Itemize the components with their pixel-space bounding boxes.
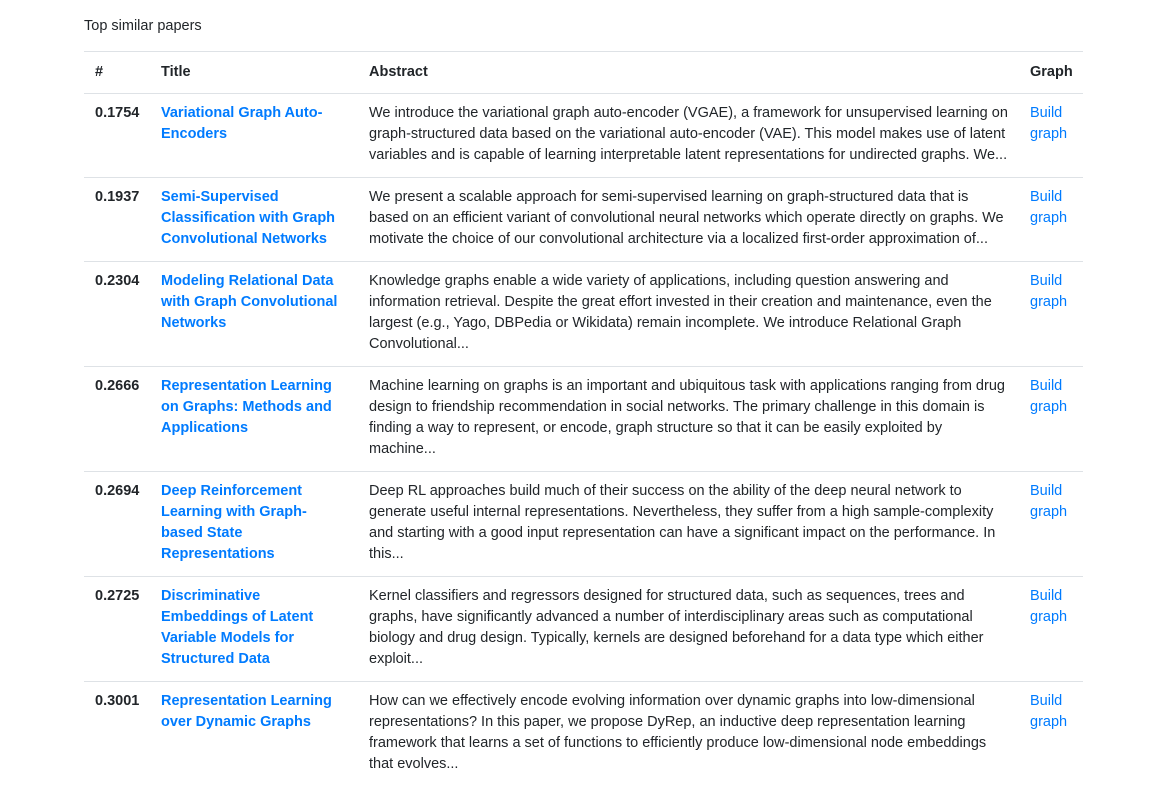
similar-papers-section: [84, 16, 1083, 786]
table-row: [84, 178, 1083, 262]
paper-title-link[interactable]: Discriminative Embeddings of Latent Variable Models for Structured Data: [161, 588, 313, 667]
header-title: Title: [150, 52, 358, 94]
paper-title-link[interactable]: Representation Learning over Dynamic Graphs: [161, 693, 332, 730]
similarity-score: 0.2304: [84, 262, 150, 367]
similarity-score: 0.2694: [84, 472, 150, 577]
paper-title-link[interactable]: Semi-Supervised Classification with Graph Convolutional Networks: [161, 189, 335, 247]
paper-abstract: Kernel classifiers and regressors designed for structured data, such as sequences, trees and graphs, have significantly advanced a number of interdisciplinary areas such as computational biology and drug design. Typically, kernels are designed beforehand for a data type which either exploit...: [358, 577, 1019, 682]
build-graph-link[interactable]: Build graph: [1030, 378, 1067, 415]
table-row: [84, 682, 1083, 786]
section-caption: Top similar papers: [84, 16, 1083, 51]
paper-abstract: Machine learning on graphs is an important and ubiquitous task with applications ranging from drug design to friendship recommendation in social networks. The primary challenge in this domain is finding a way to represent, or encode, graph structure so that it can be easily exploited by machine...: [358, 367, 1019, 472]
paper-abstract: We present a scalable approach for semi-supervised learning on graph-structured data that is based on an efficient variant of convolutional neural networks which operate directly on graphs. We motivate the choice of our convolutional architecture via a localized first-order approximation of...: [358, 178, 1019, 262]
paper-title-link[interactable]: Variational Graph Auto-Encoders: [161, 105, 322, 142]
similarity-score: 0.1754: [84, 94, 150, 178]
paper-abstract: We introduce the variational graph auto-encoder (VGAE), a framework for unsupervised learning on graph-structured data based on the variational auto-encoder (VAE). This model makes use of latent variables and is capable of learning interpretable latent representations for undirected graphs. We...: [358, 94, 1019, 178]
build-graph-link[interactable]: Build graph: [1030, 483, 1067, 520]
build-graph-link[interactable]: Build graph: [1030, 273, 1067, 310]
header-abstract: Abstract: [358, 52, 1019, 94]
header-num: #: [84, 52, 150, 94]
build-graph-link[interactable]: Build graph: [1030, 693, 1067, 730]
papers-table: [84, 51, 1083, 786]
paper-title-link[interactable]: Deep Reinforcement Learning with Graph-based State Representations: [161, 483, 307, 562]
header-graph: Graph: [1019, 52, 1083, 94]
paper-abstract: Deep RL approaches build much of their success on the ability of the deep neural network to generate useful internal representations. Nevertheless, they suffer from a high sample-complexity and starting with a good input representation can have a significant impact on the performance. In this...: [358, 472, 1019, 577]
paper-title-link[interactable]: Modeling Relational Data with Graph Convolutional Networks: [161, 273, 337, 331]
table-header-row: [84, 52, 1083, 94]
similarity-score: 0.2666: [84, 367, 150, 472]
build-graph-link[interactable]: Build graph: [1030, 105, 1067, 142]
table-row: [84, 94, 1083, 178]
build-graph-link[interactable]: Build graph: [1030, 189, 1067, 226]
table-row: [84, 577, 1083, 682]
paper-abstract: How can we effectively encode evolving information over dynamic graphs into low-dimensional representations? In this paper, we propose DyRep, an inductive deep representation learning framework that learns a set of functions to efficiently produce low-dimensional node embeddings that evolves...: [358, 682, 1019, 786]
build-graph-link[interactable]: Build graph: [1030, 588, 1067, 625]
table-row: [84, 472, 1083, 577]
paper-title-link[interactable]: Representation Learning on Graphs: Methods and Applications: [161, 378, 332, 436]
paper-abstract: Knowledge graphs enable a wide variety of applications, including question answering and information retrieval. Despite the great effort invested in their creation and maintenance, even the largest (e.g., Yago, DBPedia or Wikidata) remain incomplete. We introduce Relational Graph Convolutional...: [358, 262, 1019, 367]
similarity-score: 0.2725: [84, 577, 150, 682]
table-row: [84, 367, 1083, 472]
similarity-score: 0.3001: [84, 682, 150, 786]
similarity-score: 0.1937: [84, 178, 150, 262]
table-row: [84, 262, 1083, 367]
